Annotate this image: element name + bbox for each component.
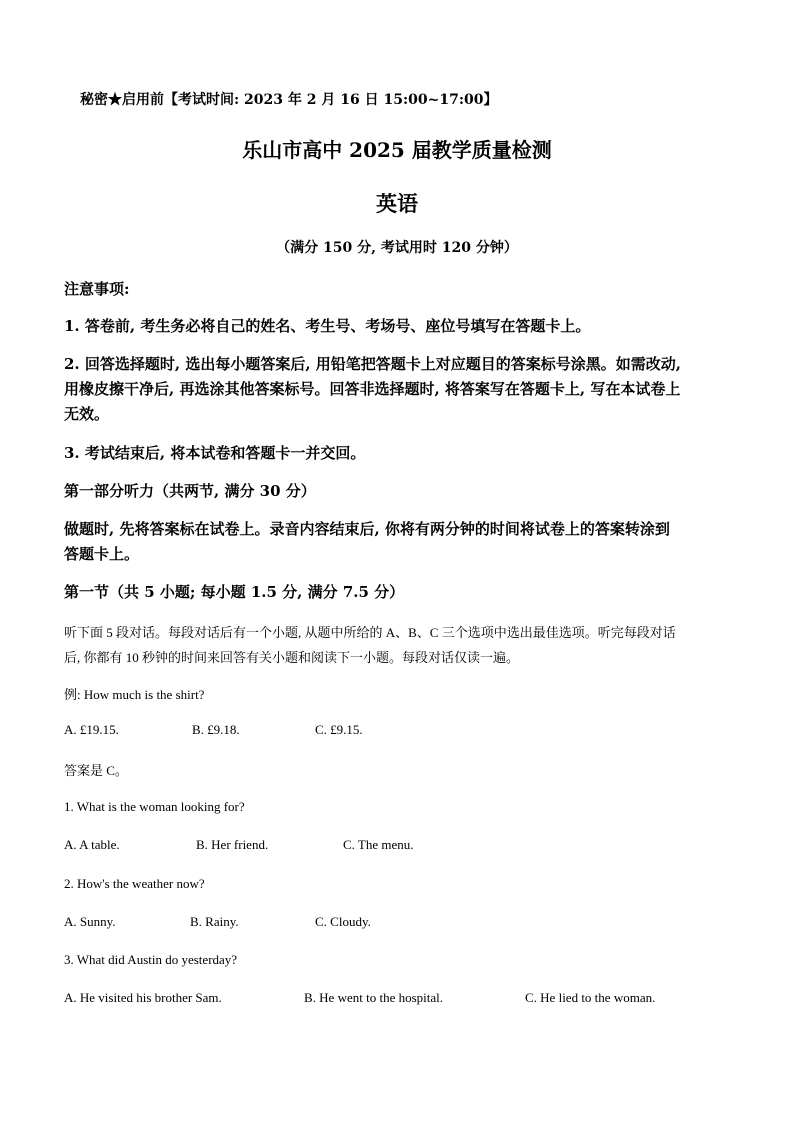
- notes-item-2-line-2: 用橡皮擦干净后, 再选涂其他答案标号。回答非选择题时, 将答案写在答题卡上, 写在本试卷上: [64, 380, 681, 398]
- notes-item-1: 1. 答卷前, 考生务必将自己的姓名、考生号、考场号、座位号填写在答题卡上。: [64, 317, 591, 335]
- example-option-b: B. £9.18.: [192, 722, 240, 737]
- question-2-option-c: C. Cloudy.: [315, 914, 371, 929]
- example-answer: 答案是 C。: [64, 763, 128, 778]
- notes-heading: 注意事项:: [64, 280, 130, 298]
- question-2-option-a: A. Sunny.: [64, 914, 116, 929]
- example-question: 例: How much is the shirt?: [64, 687, 205, 702]
- question-2: 2. How's the weather now?: [64, 876, 205, 891]
- exam-title: 乐山市高中 2025 届教学质量检测: [242, 138, 552, 162]
- section1-instruction-line-1: 听下面 5 段对话。每段对话后有一个小题, 从题中所给的 A、B、C 三个选项中选出最佳选项。听完每段对话: [64, 625, 676, 640]
- subject-title: 英语: [376, 191, 418, 216]
- question-1: 1. What is the woman looking for?: [64, 799, 245, 814]
- section1-heading: 第一节（共 5 小题; 每小题 1.5 分, 满分 7.5 分）: [64, 583, 405, 601]
- question-1-option-c: C. The menu.: [343, 837, 414, 852]
- notes-item-2-line-1: 2. 回答选择题时, 选出每小题答案后, 用铅笔把答题卡上对应题目的答案标号涂黑。如需改动,: [64, 355, 681, 373]
- example-option-a: A. £19.15.: [64, 722, 119, 737]
- question-3-option-c: C. He lied to the woman.: [525, 990, 656, 1005]
- question-3: 3. What did Austin do yesterday?: [64, 952, 238, 967]
- section1-instruction-line-2: 后, 你都有 10 秒钟的时间来回答有关小题和阅读下一小题。每段对话仅读一遍。: [64, 650, 520, 665]
- question-3-option-a: A. He visited his brother Sam.: [64, 990, 222, 1005]
- question-1-option-b: B. Her friend.: [196, 837, 269, 852]
- question-2-option-b: B. Rainy.: [190, 914, 239, 929]
- part1-instruction-line-1: 做题时, 先将答案标在试卷上。录音内容结束后, 你将有两分钟的时间将试卷上的答案转涂到: [64, 520, 670, 538]
- confidential-header: 秘密★启用前【考试时间: 2023 年 2 月 16 日 15:00~17:00】: [80, 92, 498, 108]
- notes-item-2-line-3: 无效。: [64, 405, 110, 423]
- part1-heading: 第一部分听力（共两节, 满分 30 分）: [64, 482, 316, 500]
- notes-item-3: 3. 考试结束后, 将本试卷和答题卡一并交回。: [64, 444, 366, 462]
- score-info: （满分 150 分, 考试用时 120 分钟）: [276, 240, 518, 256]
- question-1-option-a: A. A table.: [64, 837, 120, 852]
- question-3-option-b: B. He went to the hospital.: [304, 990, 444, 1005]
- part1-instruction-line-2: 答题卡上。: [64, 545, 140, 563]
- example-option-c: C. £9.15.: [315, 722, 363, 737]
